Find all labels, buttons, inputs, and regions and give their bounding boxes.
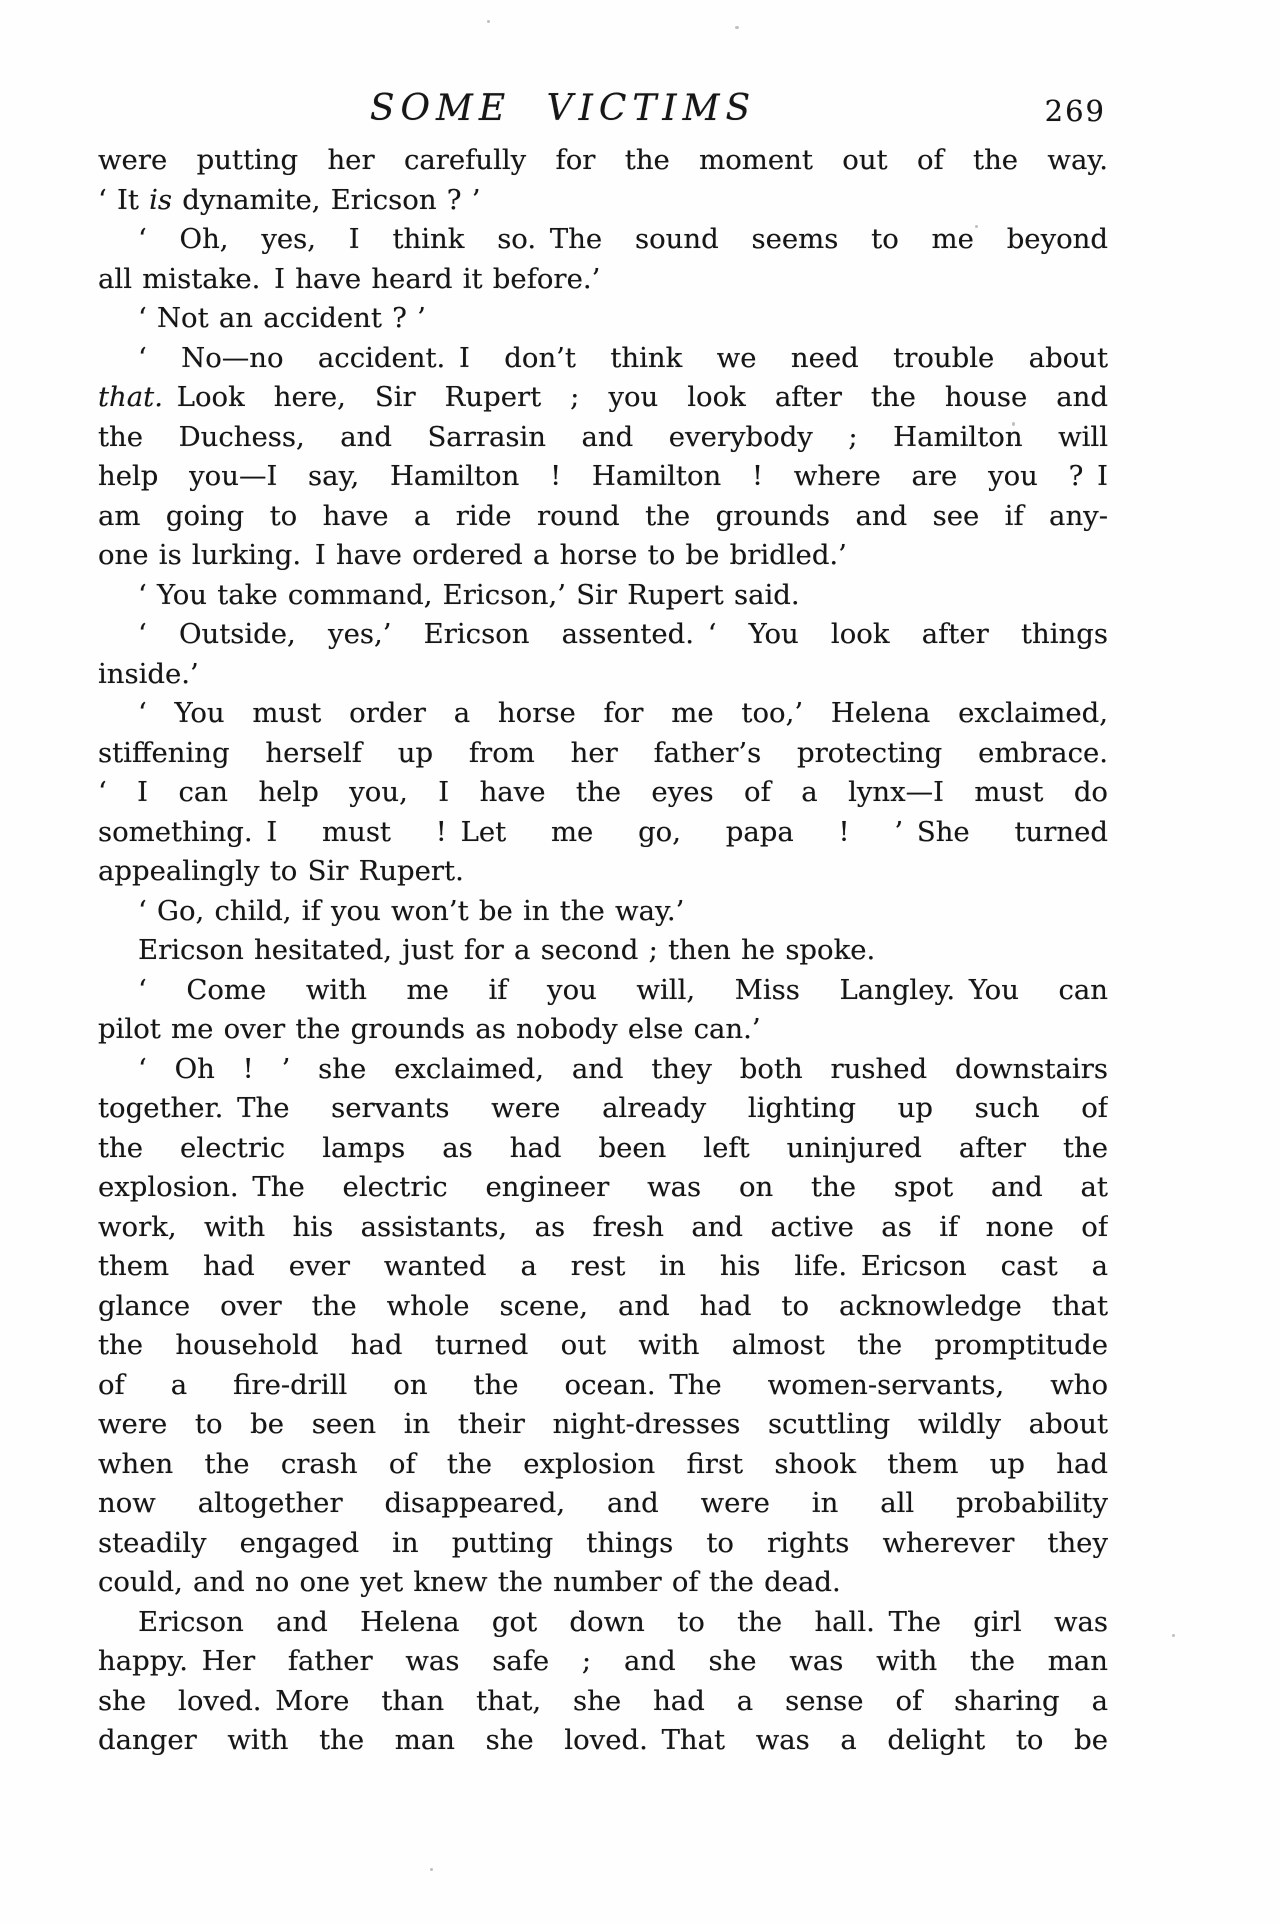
text-segment: Ericson hesitated, just for a second ; then he spoke. [138,934,876,966]
text-line [98,457,1108,497]
text-segment: she loved. More than that, she had a sense of sharing a [98,1684,1108,1717]
text-segment: Look here, Sir Rupert ; you look after the house and [162,381,1108,413]
italic-text: is [149,183,173,216]
text-line [98,892,1108,932]
text-segment: stiffening herself up from her father’s protecting embrace. [98,736,1108,769]
text-line [98,1682,1108,1722]
text-line [98,1721,1108,1761]
text-segment: steadily engaged in putting things to rights wherever they [98,1526,1108,1559]
text-segment: ‘ It [98,183,150,216]
text-segment: inside.’ [98,657,199,690]
text-line [98,1366,1108,1406]
text-segment: could, and no one yet knew the number of the dead. [98,1566,841,1598]
text-line [98,378,1108,418]
text-line [98,1405,1108,1445]
text-segment: am going to have a ride round the grounds and see if any- [98,499,1108,532]
scan-speckle [735,26,739,29]
text-segment: pilot me over the grounds as nobody else can.’ [98,1013,761,1045]
text-segment: were putting her carefully for the moment out of the way. [98,144,1108,176]
text-segment: appealingly to Sir Rupert. [98,855,464,887]
text-segment: one is lurking. I have ordered a horse to be bridled.’ [98,539,847,571]
running-title: SOME VICTIMS [369,88,757,129]
text-line [98,931,1108,971]
text-line [98,694,1108,734]
text-line [98,1287,1108,1327]
text-line [98,576,1108,616]
text-line [98,1445,1108,1485]
text-line [98,299,1108,339]
text-line [98,1642,1108,1682]
text-segment: ‘ Oh ! ’ she exclaimed, and they both rushed downstairs [138,1052,1108,1085]
text-segment: were to be seen in their night-dresses scuttling wildly about [98,1408,1108,1440]
page-number: 269 [1044,94,1106,128]
text-segment: them had ever wanted a rest in his life. Ericson cast a [98,1250,1108,1282]
text-segment: the Duchess, and Sarrasin and everybody ; Hamilton will [98,420,1108,453]
text-segment: ‘ You must order a horse for me too,’ Helena exclaimed, [138,697,1108,729]
scan-speckle [430,1868,433,1871]
text-line [98,1524,1108,1564]
text-line [98,339,1108,379]
text-segment: the household had turned out with almost the promptitude [98,1329,1108,1361]
text-line [98,655,1108,695]
text-line [98,260,1108,300]
page-header [98,88,1108,138]
text-segment: help you—I say, Hamilton ! Hamilton ! where are you ? I [98,460,1108,492]
body-text [98,141,1108,1761]
text-line [98,220,1108,260]
text-segment: glance over the whole scene, and had to acknowledge that [98,1289,1108,1322]
text-segment: work, with his assistants, as fresh and active as if none of [98,1210,1108,1243]
text-line [98,615,1108,655]
text-line [98,418,1108,458]
text-line [98,1247,1108,1287]
text-segment: danger with the man she loved. That was a delight to be [98,1724,1108,1756]
text-line [98,181,1108,221]
text-line [98,497,1108,537]
text-segment: dynamite, Ericson ? ’ [172,183,481,216]
text-line [98,1603,1108,1643]
text-segment: explosion. The electric engineer was on the spot and at [98,1171,1108,1203]
text-segment: ‘ No—no accident. I don’t think we need trouble about [138,341,1108,374]
text-segment: ‘ You take command, Ericson,’ Sir Rupert said. [138,578,800,611]
text-segment: something. I must ! Let me go, papa ! ’ She turned [98,815,1108,848]
text-line [98,1484,1108,1524]
text-segment: when the crash of the explosion first shook them up had [98,1447,1108,1480]
text-line [98,1563,1108,1603]
italic-text: that. [98,381,163,413]
text-segment: Ericson and Helena got down to the hall. The girl was [138,1605,1108,1638]
text-line [98,1050,1108,1090]
text-line [98,734,1108,774]
text-segment: ‘ I can help you, I have the eyes of a lynx—I must do [98,776,1108,808]
text-line [98,1089,1108,1129]
text-segment: happy. Her father was safe ; and she was with the man [98,1645,1108,1677]
text-segment: ‘ Go, child, if you won’t be in the way.’ [138,894,685,927]
text-line [98,773,1108,813]
text-line [98,971,1108,1011]
text-segment: ‘ Not an accident ? ’ [138,302,426,334]
text-line [98,141,1108,181]
text-segment: together. The servants were already lighting up such of [98,1092,1108,1124]
text-line [98,1326,1108,1366]
text-segment: of a fire-drill on the ocean. The women-servants, who [98,1368,1108,1401]
text-line [98,813,1108,853]
text-line [98,1129,1108,1169]
text-segment: the electric lamps as had been left uninjured after the [98,1131,1108,1164]
text-line [98,1010,1108,1050]
text-segment: ‘ Oh, yes, I think so. The sound seems to me beyond [138,223,1108,255]
text-line [98,852,1108,892]
scan-speckle [1172,1634,1175,1637]
text-line [98,1168,1108,1208]
scan-speckle [487,20,490,23]
text-segment: all mistake. I have heard it before.’ [98,262,601,295]
text-segment: now altogether disappeared, and were in all probability [98,1487,1108,1519]
text-segment: ‘ Come with me if you will, Miss Langley. You can [138,973,1108,1006]
text-segment: ‘ Outside, yes,’ Ericson assented. ‘ You look after things [138,618,1108,650]
text-line [98,1208,1108,1248]
text-line [98,536,1108,576]
